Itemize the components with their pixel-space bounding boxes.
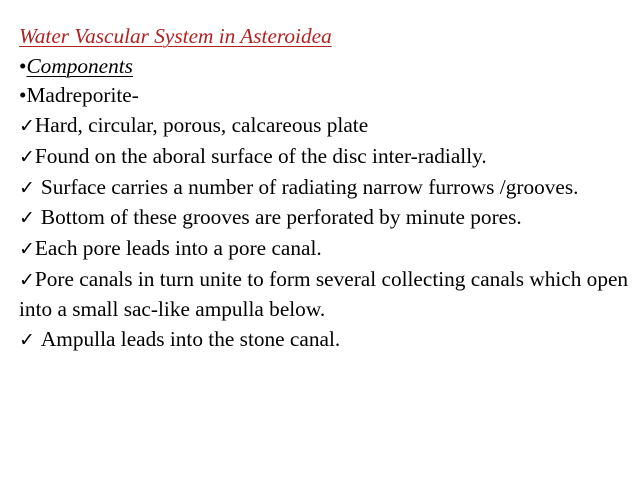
components-item (19, 52, 629, 82)
bullet-icon: • (19, 53, 27, 78)
list-item-text: Found on the aboral surface of the disc inter-radially. (34, 143, 487, 168)
checkmark-icon: ✓ (19, 207, 35, 230)
slide-title (19, 22, 629, 52)
list-item (19, 234, 629, 265)
list-item-text: Hard, circular, porous, calcareous plate (34, 113, 369, 138)
list-item (19, 142, 629, 173)
checkmark-icon: ✓ (19, 268, 35, 291)
list-item (19, 203, 629, 234)
list-item-text: Bottom of these grooves are perforated by minute pores. (40, 205, 522, 230)
bullet-icon: • (19, 83, 27, 108)
checkmark-icon: ✓ (19, 237, 35, 260)
madreporite-item (19, 81, 629, 111)
list-item-text: Surface carries a number of radiating narrow furrows /grooves. (40, 174, 579, 199)
checkmark-icon: ✓ (19, 145, 35, 168)
checkmark-icon: ✓ (19, 329, 35, 352)
list-item-text: Pore canals in turn unite to form several collecting canals which open into a small sac-like ampulla below. (19, 266, 629, 322)
list-item (19, 265, 629, 325)
checkmark-icon: ✓ (19, 176, 35, 199)
checkmark-icon: ✓ (19, 115, 35, 138)
list-item (19, 325, 629, 356)
components-label: Components (26, 53, 133, 78)
list-item-text: Ampulla leads into the stone canal. (40, 327, 341, 352)
title-text: Water Vascular System in Asteroidea (19, 24, 332, 48)
slide-content (19, 22, 629, 356)
list-item-text: Each pore leads into a pore canal. (34, 235, 322, 260)
madreporite-label: Madreporite- (26, 83, 139, 108)
list-item (19, 173, 629, 204)
list-item (19, 111, 629, 142)
